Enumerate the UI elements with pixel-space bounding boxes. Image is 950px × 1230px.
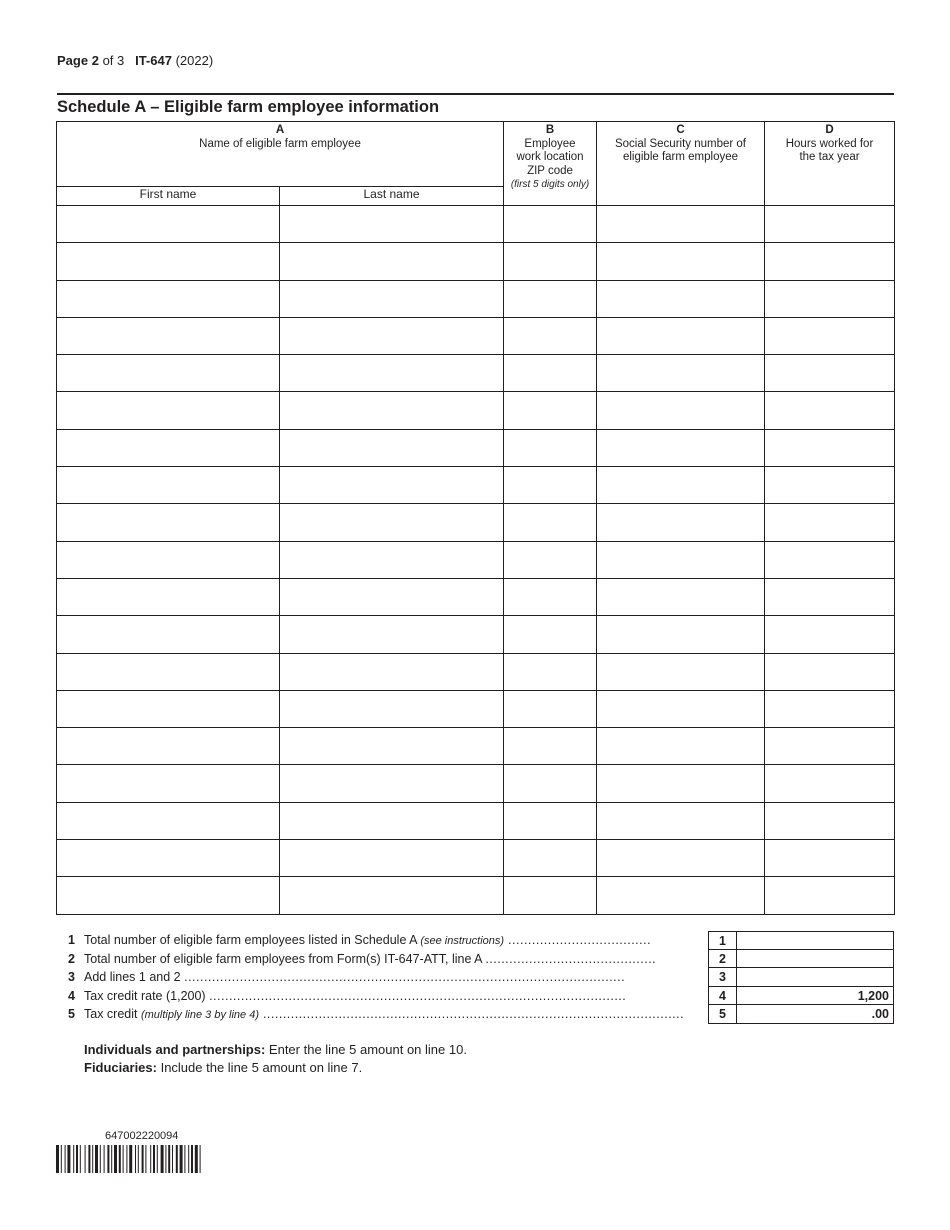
line-box-number: 4	[708, 987, 737, 1006]
hours-cell[interactable]	[765, 280, 895, 317]
last-name-cell[interactable]	[280, 504, 504, 541]
credit-computation	[57, 931, 894, 1024]
line-box-number: 2	[708, 950, 737, 969]
hours-cell[interactable]	[765, 578, 895, 615]
barcode-bar	[172, 1145, 173, 1173]
barcode-bar	[92, 1145, 93, 1173]
page-of: of 3	[102, 53, 125, 68]
line-box-number: 3	[708, 968, 737, 987]
last-name-cell[interactable]	[280, 578, 504, 615]
fiduciaries-label: Fiduciaries:	[84, 1060, 157, 1075]
barcode-bar	[180, 1145, 183, 1173]
first-name-cell[interactable]	[57, 840, 280, 877]
last-name-cell[interactable]	[280, 690, 504, 727]
hours-cell[interactable]	[765, 616, 895, 653]
hours-cell[interactable]	[765, 429, 895, 466]
column-a-header	[57, 122, 504, 187]
ssn-cell[interactable]	[597, 541, 765, 578]
zip-code-cell[interactable]	[504, 840, 597, 877]
line-box-number: 5	[708, 1005, 737, 1024]
leader-dots: ....................................	[504, 933, 652, 947]
barcode-bar	[123, 1145, 124, 1173]
leader-dots: ...............................................................................................................	[184, 970, 626, 985]
column-a-label: Name of eligible farm employee	[199, 137, 361, 150]
zip-code-cell[interactable]	[504, 541, 597, 578]
barcode-bar	[191, 1145, 193, 1173]
line-label: Total number of eligible farm employees from Form(s) IT-647-ATT, line A	[84, 951, 482, 966]
column-c-header	[597, 122, 765, 206]
page-header	[57, 53, 213, 68]
barcode-bar	[184, 1145, 185, 1173]
instructions-notes	[84, 1041, 467, 1077]
barcode-bar	[129, 1145, 132, 1173]
hours-cell[interactable]	[765, 690, 895, 727]
barcode-bar	[76, 1145, 78, 1173]
column-b-label2: work location	[516, 151, 584, 163]
last-name-cell[interactable]	[280, 802, 504, 839]
line-text	[84, 989, 702, 1003]
line-note: (multiply line 3 by line 4)	[140, 1009, 259, 1022]
barcode-bar	[168, 1145, 170, 1173]
last-name-cell[interactable]	[280, 616, 504, 653]
hours-cell[interactable]	[765, 802, 895, 839]
table-row	[57, 690, 895, 727]
last-name-cell[interactable]	[280, 280, 504, 317]
first-name-cell[interactable]	[57, 317, 280, 354]
barcode-bar	[138, 1145, 139, 1173]
barcode-bar	[161, 1145, 164, 1173]
ssn-cell[interactable]	[597, 429, 765, 466]
column-c-label2: eligible farm employee	[622, 151, 739, 163]
last-name-cell[interactable]	[280, 355, 504, 392]
first-name-cell[interactable]	[57, 765, 280, 802]
ssn-cell[interactable]	[597, 317, 765, 354]
line-text	[84, 970, 702, 984]
table-row	[57, 392, 895, 429]
zip-code-cell[interactable]	[504, 616, 597, 653]
table-row	[57, 243, 895, 280]
line-amount-field[interactable]: .00	[736, 1005, 894, 1024]
page-label: Page	[57, 53, 89, 68]
first-name-cell[interactable]	[57, 355, 280, 392]
table-row	[57, 877, 895, 914]
table-row	[57, 317, 895, 354]
barcode-bar	[111, 1145, 112, 1173]
zip-code-cell[interactable]	[504, 653, 597, 690]
zip-code-cell[interactable]	[504, 578, 597, 615]
column-d-label1: Hours worked for	[785, 137, 874, 150]
first-name-cell[interactable]	[57, 877, 280, 914]
line-label: Total number of eligible farm employees listed in Schedule A	[84, 933, 417, 947]
fiduciaries-note	[84, 1059, 467, 1077]
ssn-cell[interactable]	[597, 840, 765, 877]
hours-cell[interactable]	[765, 541, 895, 578]
ssn-cell[interactable]	[597, 690, 765, 727]
zip-code-cell[interactable]	[504, 206, 597, 243]
hours-cell[interactable]	[765, 392, 895, 429]
line-1	[57, 931, 894, 950]
hours-cell[interactable]	[765, 840, 895, 877]
line-amount-field[interactable]: 1,200	[736, 987, 894, 1006]
individuals-text: Enter the line 5 amount on line 10.	[265, 1042, 467, 1057]
last-name-cell[interactable]	[280, 467, 504, 504]
fiduciaries-text: Include the line 5 amount on line 7.	[156, 1060, 363, 1075]
zip-code-cell[interactable]	[504, 728, 597, 765]
line-note: (see instructions)	[420, 935, 505, 947]
first-name-cell[interactable]	[57, 541, 280, 578]
barcode-bar	[165, 1145, 166, 1173]
table-row	[57, 429, 895, 466]
barcode-bar	[145, 1145, 146, 1173]
table-row	[57, 578, 895, 615]
individuals-label: Individuals and partnerships:	[84, 1042, 266, 1057]
hours-cell[interactable]	[765, 317, 895, 354]
first-name-cell[interactable]	[57, 802, 280, 839]
column-b-letter: B	[545, 124, 555, 136]
last-name-header: Last name	[280, 187, 504, 206]
first-name-cell[interactable]	[57, 392, 280, 429]
barcode-number: 647002220094	[105, 1130, 179, 1142]
line-5	[57, 1005, 894, 1024]
barcode-bar	[67, 1145, 70, 1173]
barcode-bar	[56, 1145, 59, 1173]
zip-code-cell[interactable]	[504, 802, 597, 839]
ssn-cell[interactable]	[597, 653, 765, 690]
first-name-header: First name	[57, 187, 280, 206]
form-id: IT-647	[135, 53, 172, 68]
hours-cell[interactable]	[765, 653, 895, 690]
column-d-label2: the tax year	[799, 151, 860, 163]
barcode-bar	[85, 1145, 86, 1173]
column-b-label3: ZIP code	[527, 164, 573, 177]
hours-cell[interactable]	[765, 243, 895, 280]
zip-code-cell[interactable]	[504, 877, 597, 914]
table-row	[57, 653, 895, 690]
ssn-cell[interactable]	[597, 467, 765, 504]
line-label: Add lines 1 and 2	[84, 970, 181, 985]
last-name-cell[interactable]	[280, 840, 504, 877]
barcode-bar	[73, 1145, 74, 1173]
last-name-cell[interactable]	[280, 765, 504, 802]
line-4	[57, 987, 894, 1006]
schedule-a-body	[57, 206, 895, 915]
table-row	[57, 616, 895, 653]
schedule-title: Schedule A – Eligible farm employee information	[57, 93, 894, 117]
column-c-letter: C	[676, 124, 685, 136]
last-name-cell[interactable]	[280, 317, 504, 354]
table-row	[57, 541, 895, 578]
form-year: (2022)	[175, 53, 214, 68]
ssn-cell[interactable]	[597, 765, 765, 802]
line-text	[84, 952, 702, 966]
barcode-bar	[88, 1145, 90, 1173]
column-b-label1: Employee	[524, 137, 576, 150]
barcode-bar	[65, 1145, 66, 1173]
first-name-cell[interactable]	[57, 243, 280, 280]
ssn-cell[interactable]	[597, 392, 765, 429]
line-amount-field[interactable]	[736, 950, 894, 969]
ssn-cell[interactable]	[597, 877, 765, 914]
page-number: 2	[91, 53, 99, 68]
last-name-cell[interactable]	[280, 653, 504, 690]
leader-dots: ..........................................................................................................	[258, 1007, 685, 1022]
table-row	[57, 802, 895, 839]
schedule-a-table	[56, 121, 895, 915]
table-row	[57, 467, 895, 504]
ssn-cell[interactable]	[597, 802, 765, 839]
first-name-cell[interactable]	[57, 504, 280, 541]
line-text	[84, 1007, 702, 1021]
hours-cell[interactable]	[765, 877, 895, 914]
column-b-header	[504, 122, 597, 206]
ssn-cell[interactable]	[597, 206, 765, 243]
ssn-cell[interactable]	[597, 355, 765, 392]
table-row	[57, 355, 895, 392]
barcode-bar	[142, 1145, 144, 1173]
barcode-bar	[100, 1145, 101, 1173]
last-name-cell[interactable]	[280, 429, 504, 466]
line-text	[84, 933, 702, 947]
leader-dots: .........................................................................................................	[209, 988, 627, 1003]
last-name-cell[interactable]	[280, 206, 504, 243]
first-name-cell[interactable]	[57, 690, 280, 727]
barcode	[56, 1145, 239, 1173]
barcode-bar	[126, 1145, 127, 1173]
line-3	[57, 968, 894, 987]
barcode-bar	[61, 1145, 62, 1173]
line-2	[57, 950, 894, 969]
individuals-note	[84, 1041, 467, 1059]
barcode-bar	[135, 1145, 136, 1173]
column-d-letter: D	[825, 124, 834, 136]
barcode-bar	[119, 1145, 121, 1173]
last-name-cell[interactable]	[280, 243, 504, 280]
line-label: Tax credit	[84, 1007, 138, 1022]
leader-dots: ...........................................	[485, 951, 657, 966]
zip-code-cell[interactable]	[504, 765, 597, 802]
ssn-cell[interactable]	[597, 243, 765, 280]
line-number: 5	[68, 1007, 75, 1022]
zip-code-cell[interactable]	[504, 504, 597, 541]
hours-cell[interactable]	[765, 355, 895, 392]
table-row	[57, 206, 895, 243]
first-name-cell[interactable]	[57, 616, 280, 653]
column-c-label1: Social Security number of	[614, 137, 747, 150]
line-number: 3	[68, 970, 75, 985]
line-amount-field[interactable]	[736, 968, 894, 987]
barcode-bar	[104, 1145, 105, 1173]
line-number: 4	[68, 988, 75, 1003]
barcode-bar	[80, 1145, 81, 1173]
column-d-header	[765, 122, 895, 206]
hours-cell[interactable]	[765, 504, 895, 541]
barcode-bar	[150, 1145, 151, 1173]
table-row	[57, 840, 895, 877]
last-name-cell[interactable]	[280, 541, 504, 578]
table-row	[57, 728, 895, 765]
column-b-note: (first 5 digits only)	[510, 179, 590, 190]
first-name-cell[interactable]	[57, 653, 280, 690]
hours-cell[interactable]	[765, 728, 895, 765]
first-name-cell[interactable]	[57, 206, 280, 243]
ssn-cell[interactable]	[597, 616, 765, 653]
zip-code-cell[interactable]	[504, 690, 597, 727]
barcode-bar	[188, 1145, 189, 1173]
hours-cell[interactable]	[765, 765, 895, 802]
barcode-bar	[157, 1145, 158, 1173]
first-name-cell[interactable]	[57, 578, 280, 615]
line-box-number: 1	[708, 931, 737, 950]
line-amount-field[interactable]	[736, 931, 894, 950]
ssn-cell[interactable]	[597, 504, 765, 541]
barcode-bar	[114, 1145, 117, 1173]
last-name-cell[interactable]	[280, 392, 504, 429]
zip-code-cell[interactable]	[504, 317, 597, 354]
barcode-bar	[200, 1145, 201, 1173]
ssn-cell[interactable]	[597, 728, 765, 765]
last-name-cell[interactable]	[280, 877, 504, 914]
line-number: 1	[68, 933, 75, 947]
first-name-cell[interactable]	[57, 280, 280, 317]
barcode-bar	[153, 1145, 155, 1173]
zip-code-cell[interactable]	[504, 243, 597, 280]
ssn-cell[interactable]	[597, 280, 765, 317]
barcode-bar	[176, 1145, 178, 1173]
barcode-bar	[195, 1145, 198, 1173]
last-name-cell[interactable]	[280, 728, 504, 765]
barcode-bar	[107, 1145, 109, 1173]
table-row	[57, 765, 895, 802]
column-a-letter: A	[275, 124, 285, 136]
first-name-cell[interactable]	[57, 429, 280, 466]
ssn-cell[interactable]	[597, 578, 765, 615]
first-name-cell[interactable]	[57, 728, 280, 765]
hours-cell[interactable]	[765, 206, 895, 243]
line-label: Tax credit rate (1,200)	[84, 988, 206, 1003]
zip-code-cell[interactable]	[504, 392, 597, 429]
first-name-cell[interactable]	[57, 467, 280, 504]
barcode-bar	[95, 1145, 98, 1173]
table-row	[57, 280, 895, 317]
table-row	[57, 504, 895, 541]
zip-code-cell[interactable]	[504, 280, 597, 317]
zip-code-cell[interactable]	[504, 355, 597, 392]
hours-cell[interactable]	[765, 467, 895, 504]
zip-code-cell[interactable]	[504, 467, 597, 504]
zip-code-cell[interactable]	[504, 429, 597, 466]
line-number: 2	[68, 951, 75, 966]
